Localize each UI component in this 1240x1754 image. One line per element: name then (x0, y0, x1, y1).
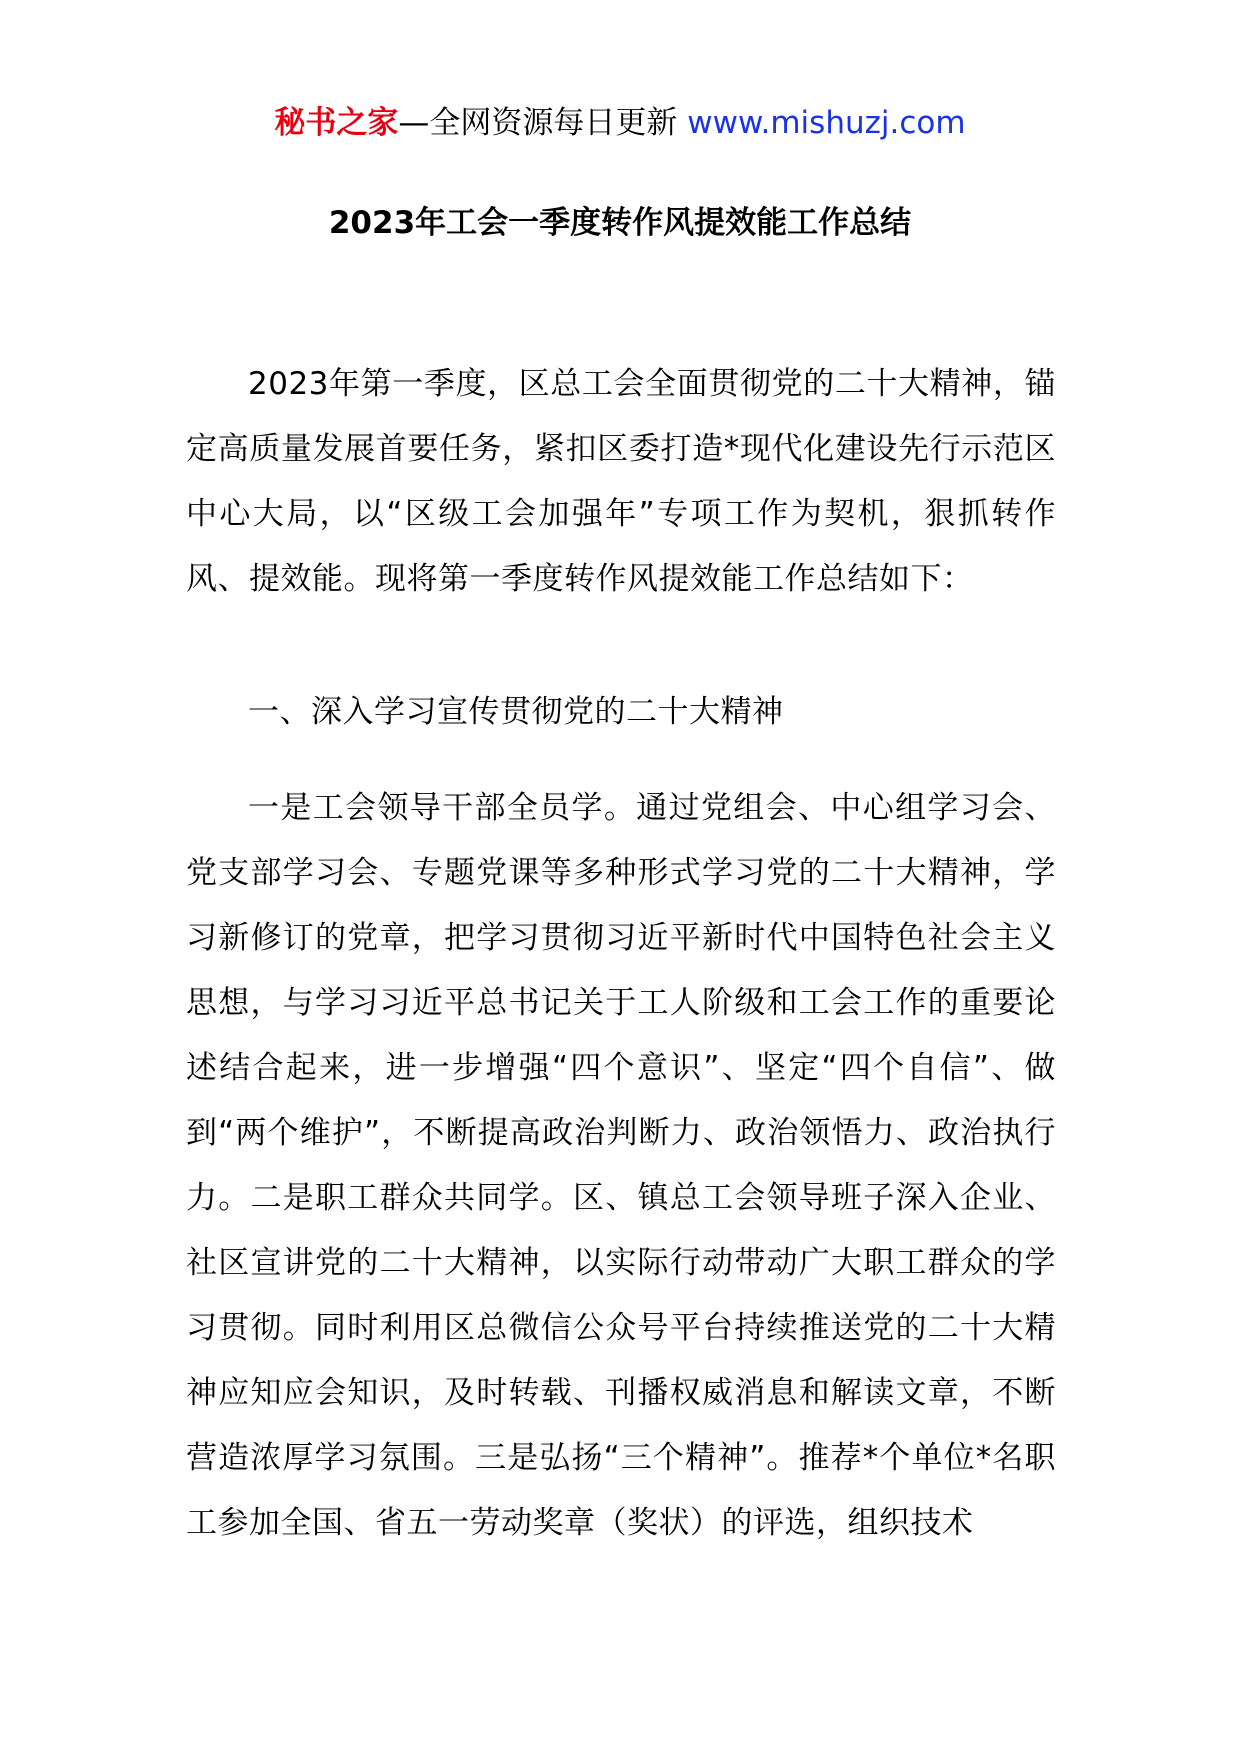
section-heading: 一、深入学习宣传贯彻党的二十大精神 (248, 694, 784, 730)
brand-name: 秘书之家 (274, 105, 399, 141)
header-tagline: —全网资源每日更新 (398, 105, 688, 141)
document-title: 2023年工会一季度转作风提效能工作总结 (328, 205, 912, 241)
watermark-header (0, 100, 1240, 146)
section-body-paragraph: 一是工会领导干部全员学。通过党组会、中心组学习会、党支部学习会、专题党课等多种形式学习党的二十大精神，学习新修订的党章，把学习贯彻习近平新时代中国特色社会主义思想，与学习习近平总书记关于工人阶级和工会工作的重要论述结合起来，进一步增强“四个意识”、坚定“四个自信”、做到“两个维护”，不断提高政治判断力、政治领悟力、政治执行力。二是职工群众共同学。区、镇总工会领导班子深入企业、社区宣讲党的二十大精神，以实际行动带动广大职工群众的学习贯彻。同时利用区总微信公众号平台持续推送党的二十大精神应知应会知识，及时转载、刊播权威消息和解读文章，不断营造浓厚学习氛围。三是弘扬“三个精神”。推荐*个单位*名职工参加全国、省五一劳动奖章（奖状）的评选，组织技术 (186, 790, 1056, 1541)
site-url-link[interactable]: www.mishuzj.com (687, 105, 966, 141)
intro-paragraph: 2023年第一季度，区总工会全面贯彻党的二十大精神，锚定高质量发展首要任务，紧扣区委打造*现代化建设先行示范区中心大局，以“区级工会加强年”专项工作为契机，狠抓转作风、提效能。现将第一季度转作风提效能工作总结如下： (186, 366, 1056, 597)
